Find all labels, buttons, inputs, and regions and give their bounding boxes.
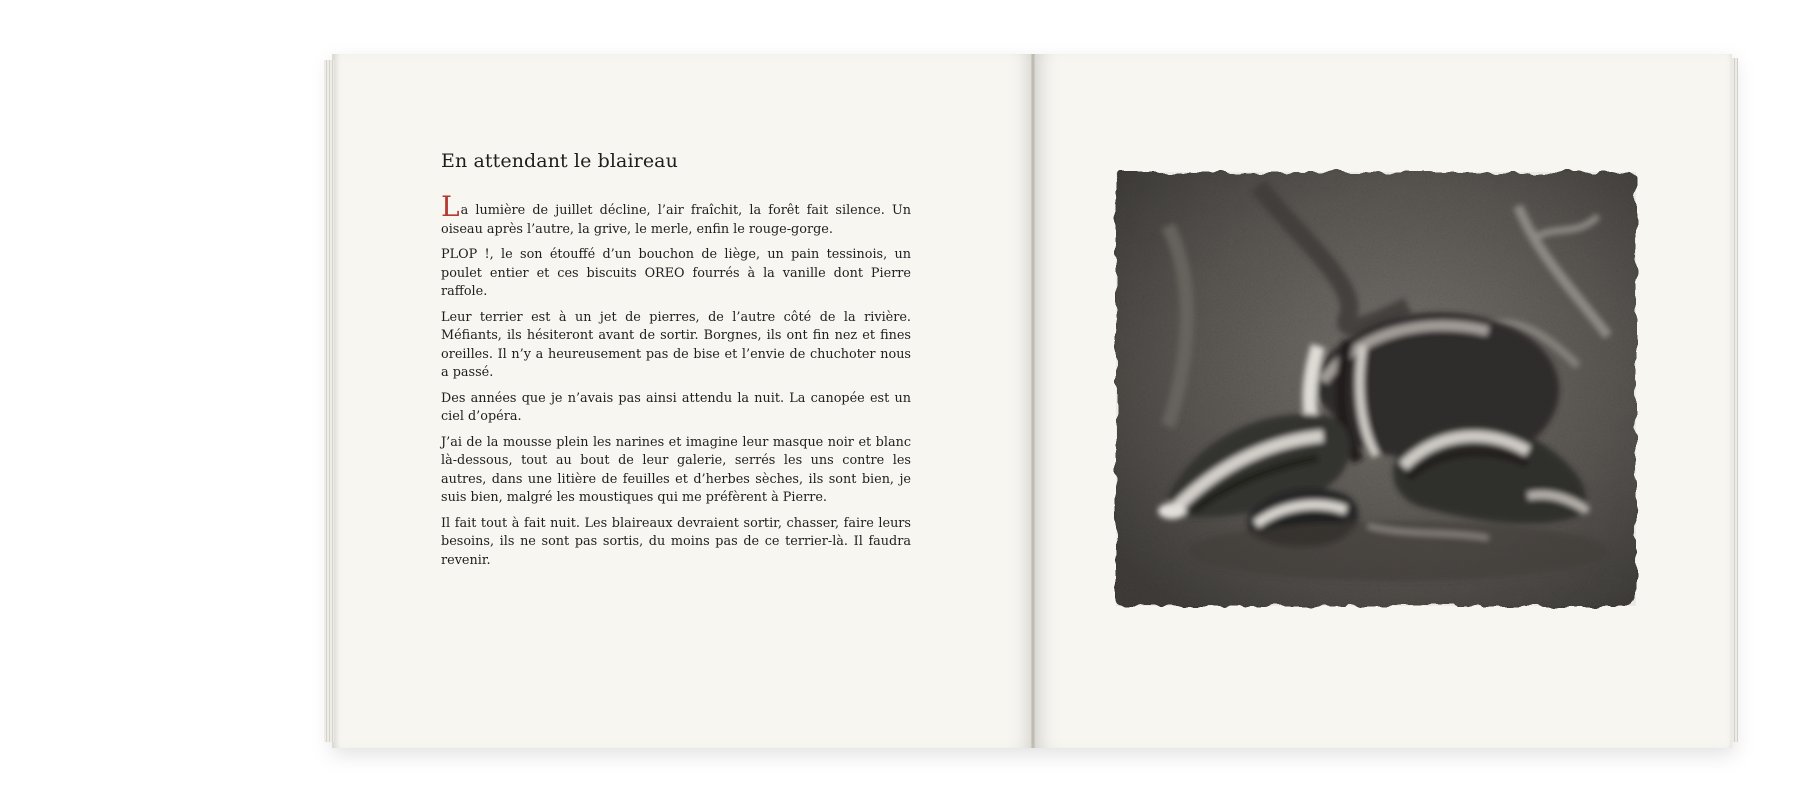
paragraph-2: PLOP !, le son étouffé d’un bouchon de liège, un pain tessinois, un poulet entier et ces biscuits OREO fourrés à la vanille dont Pierre raffole. xyxy=(441,247,911,299)
chapter-title: En attendant le blaireau xyxy=(441,150,678,172)
badgers-engraving xyxy=(1108,166,1646,612)
engraving-image xyxy=(1108,166,1646,612)
paragraph-5: J’ai de la mousse plein les narines et imagine leur masque noir et blanc là-dessous, tout au bout de leur galerie, serrés les uns contre les autres, dans une litière de feuilles et d’herbes sèches, ils sont bien, je suis bien, malgré les moustiques qui me préfèrent à Pierre. xyxy=(441,434,911,505)
paragraph-6: Il fait tout à fait nuit. Les blaireaux devraient sortir, chasser, faire leurs besoins, ils ne sont pas sortis, du moins pas de ce terrier-là. Il faudra revenir. xyxy=(441,515,911,568)
drop-cap: L xyxy=(441,190,460,223)
paragraph-1 xyxy=(441,190,911,239)
book-gutter xyxy=(1031,54,1035,748)
text-block xyxy=(441,150,911,577)
paragraph-3: Leur terrier est à un jet de pierres, de l’autre côté de la rivière. Méfiants, ils hésiteront avant de sortir. Borgnes, ils ont fin nez et fines oreilles. Il n’y a heureusement pas de bise et l’envie de chuchoter nous a passé. xyxy=(441,309,911,380)
paragraph-1-text: a lumière de juillet décline, l’air fraîchit, la forêt fait silence. Un oiseau après l’autre, la grive, le merle, enfin le rouge-gorge. xyxy=(441,203,911,237)
paragraph-4: Des années que je n’avais pas ainsi attendu la nuit. La canopée est un ciel d’opéra. xyxy=(441,390,911,424)
